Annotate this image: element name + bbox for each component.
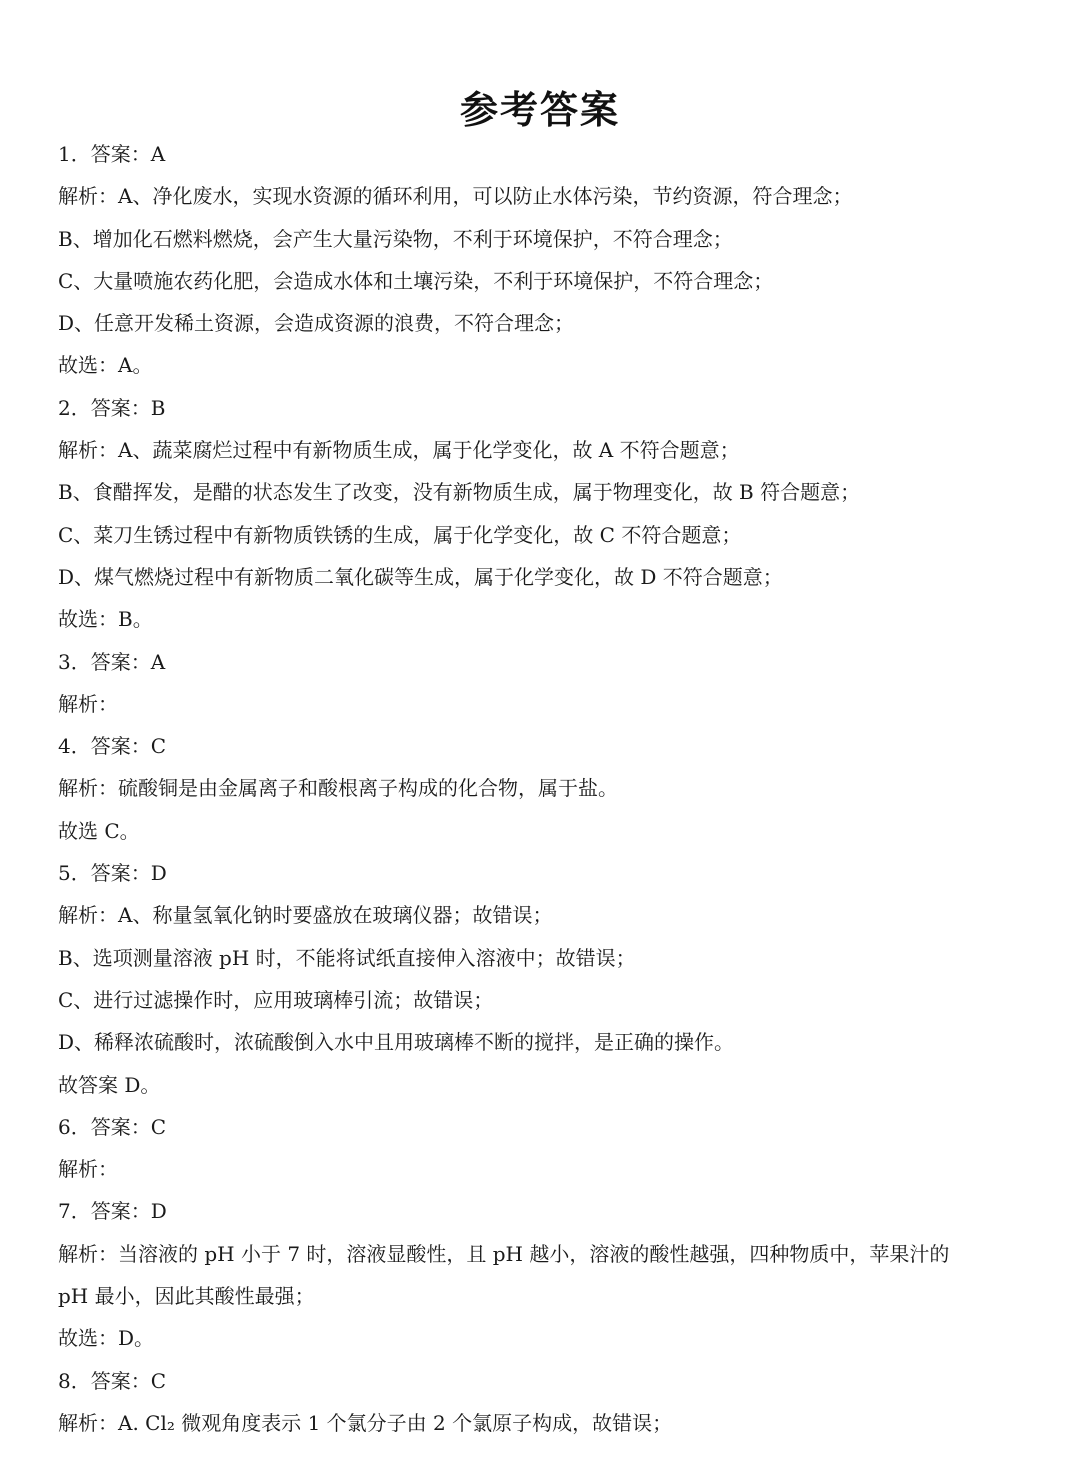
explanation-line: B、选项测量溶液 pH 时，不能将试纸直接伸入溶液中；故错误；	[58, 945, 636, 970]
explanation-line: 解析：当溶液的 pH 小于 7 时，溶液显酸性，且 pH 越小，溶液的酸性越强，四种物质中，苹果汁的	[58, 1241, 950, 1266]
explanation-line: D、煤气燃烧过程中有新物质二氧化碳等生成，属于化学变化，故 D 不符合题意；	[58, 564, 783, 589]
explanation-line: 解析：硫酸铜是由金属离子和酸根离子构成的化合物，属于盐。	[58, 776, 618, 801]
answer-line: 6．答案：C	[58, 1114, 167, 1139]
page-title: 参考答案	[459, 88, 620, 132]
explanation-line: B、增加化石燃料燃烧，会产生大量污染物，不利于环境保护，不符合理念；	[58, 226, 733, 251]
explanation-line: C、大量喷施农药化肥，会造成水体和土壤污染，不利于环境保护，不符合理念；	[58, 268, 774, 293]
conclusion-line: 故选 C。	[58, 818, 140, 843]
answer-line: 5．答案：D	[58, 861, 167, 886]
explanation-line: D、稀释浓硫酸时，浓硫酸倒入水中且用玻璃棒不断的搅拌，是正确的操作。	[58, 1030, 735, 1055]
explanation-line: C、进行过滤操作时，应用玻璃棒引流；故错误；	[58, 987, 494, 1012]
answer-line: 1．答案：A	[58, 142, 166, 166]
explanation-line: D、任意开发稀土资源，会造成资源的浪费，不符合理念；	[58, 311, 575, 336]
answer-line: 8．答案：C	[58, 1368, 167, 1393]
conclusion-line: 故选：B。	[58, 607, 153, 632]
explanation-line: pH 最小，因此其酸性最强；	[58, 1284, 315, 1309]
answer-line: 3．答案：A	[58, 649, 166, 674]
explanation-line: 解析：A、蔬菜腐烂过程中有新物质生成，属于化学变化，故 A 不符合题意；	[58, 438, 740, 463]
explanation-line: C、菜刀生锈过程中有新物质铁锈的生成，属于化学变化，故 C 不符合题意；	[58, 522, 742, 547]
conclusion-line: 故答案 D。	[58, 1072, 161, 1097]
explanation-line: 解析：A、称量氢氧化钠时要盛放在玻璃仪器；故错误；	[58, 903, 553, 928]
explanation-line: B、食醋挥发，是醋的状态发生了改变，没有新物质生成，属于物理变化，故 B 符合题意；	[58, 480, 861, 505]
answer-line: 7．答案：D	[58, 1199, 167, 1224]
conclusion-line: 故选：A。	[58, 353, 153, 378]
explanation-line: 解析：	[58, 1157, 118, 1182]
conclusion-line: 故选：D。	[58, 1326, 155, 1351]
explanation-line: 解析：A. Cl₂ 微观角度表示 1 个氯分子由 2 个氯原子构成，故错误；	[58, 1410, 673, 1435]
answer-content	[58, 133, 1018, 1444]
explanation-line: 解析：	[58, 691, 118, 716]
explanation-line: 解析：A、净化废水，实现水资源的循环利用，可以防止水体污染，节约资源，符合理念；	[58, 184, 853, 209]
answer-line: 4．答案：C	[58, 734, 167, 759]
answer-line: 2．答案：B	[58, 395, 166, 420]
